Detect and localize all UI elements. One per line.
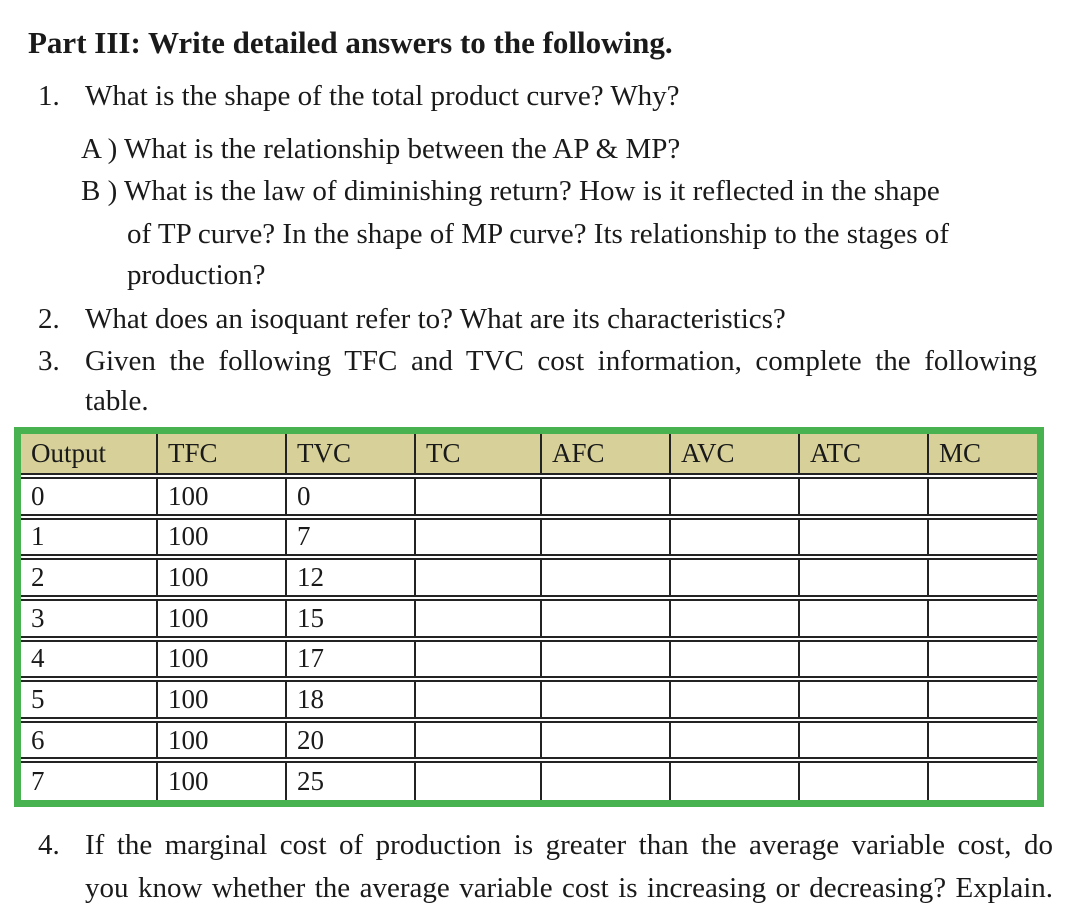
table-cell [542,721,671,760]
table-cell [929,761,1037,800]
table-cell: 25 [287,761,416,800]
table-cell [542,761,671,800]
table-cell [800,721,929,760]
q1-number: 1. [38,80,60,112]
table-cell [542,640,671,679]
table-row [21,761,1037,800]
table-cell [416,640,542,679]
table-cell: 7 [21,761,158,800]
table-header-cell: TFC [158,434,287,475]
table-cell [929,599,1037,638]
q4-line-2: you know whether the average variable cost is increasing or decreasing? Explain. [85,872,1053,904]
table-cell [542,599,671,638]
table-cell: 100 [158,640,287,679]
table-cell [416,599,542,638]
table-cell [416,761,542,800]
section-heading: Part III: Write detailed answers to the following. [28,25,673,60]
table-header-cell: MC [929,434,1037,475]
table-row [21,599,1037,638]
q1a-text: A ) What is the relationship between the AP & MP? [81,133,681,165]
table-cell [929,680,1037,719]
table-cell [929,640,1037,679]
table-cell: 18 [287,680,416,719]
table-cell: 0 [287,477,416,516]
table-cell [416,558,542,597]
table-cell: 3 [21,599,158,638]
table-cell: 15 [287,599,416,638]
table-cell: 100 [158,680,287,719]
table-cell [671,599,800,638]
table-cell: 100 [158,558,287,597]
table-header-cell: TC [416,434,542,475]
table-cell [542,680,671,719]
table-cell [929,518,1037,557]
table-row [21,518,1037,557]
table-cell [800,640,929,679]
table-cell [800,558,929,597]
table-cell: 0 [21,477,158,516]
table-header-cell: Output [21,434,158,475]
q3-number: 3. [38,345,60,377]
q3-line-1: Given the following TFC and TVC cost information, complete the following [85,345,1037,377]
table-cell [416,518,542,557]
table-cell [542,477,671,516]
table-cell [929,721,1037,760]
table-cell: 12 [287,558,416,597]
table-cell [800,599,929,638]
table-cell: 100 [158,761,287,800]
table-row [21,721,1037,760]
table-cell [800,761,929,800]
table-cell: 1 [21,518,158,557]
table-row [21,477,1037,516]
table-cell [671,761,800,800]
table-cell [800,680,929,719]
table-row [21,640,1037,679]
table-cell: 100 [158,477,287,516]
table-cell [542,518,671,557]
table-header-row [21,434,1037,475]
table-cell: 4 [21,640,158,679]
table-cell [929,558,1037,597]
table-cell [542,558,671,597]
table-header-cell: ATC [800,434,929,475]
table-cell [671,721,800,760]
table-row [21,558,1037,597]
table-cell [671,558,800,597]
table-cell [671,518,800,557]
table-cell: 5 [21,680,158,719]
table-cell [671,680,800,719]
q2-number: 2. [38,303,60,335]
table-header-cell: AVC [671,434,800,475]
table-cell [800,518,929,557]
table-cell: 6 [21,721,158,760]
table-cell: 20 [287,721,416,760]
table-cell: 17 [287,640,416,679]
table-cell [671,477,800,516]
table-header-cell: AFC [542,434,671,475]
table-cell: 100 [158,721,287,760]
q1b-line-3: production? [127,259,266,291]
q2-text: What does an isoquant refer to? What are its characteristics? [85,303,786,335]
cost-table [14,427,1044,807]
table-cell [416,680,542,719]
table-cell [671,640,800,679]
table-header-cell: TVC [287,434,416,475]
q4-number: 4. [38,829,60,861]
q1-text: What is the shape of the total product curve? Why? [85,80,680,112]
table-cell [929,477,1037,516]
table-cell: 7 [287,518,416,557]
q4-line-1: If the marginal cost of production is greater than the average variable cost, do [85,829,1053,861]
table-cell [800,477,929,516]
table-cell: 2 [21,558,158,597]
table-cell [416,721,542,760]
table-cell: 100 [158,599,287,638]
q1b-line-2: of TP curve? In the shape of MP curve? Its relationship to the stages of [127,218,949,250]
table-cell: 100 [158,518,287,557]
table-cell [416,477,542,516]
q3-line-2: table. [85,385,149,417]
table-row [21,680,1037,719]
q1b-line-1: B ) What is the law of diminishing return? How is it reflected in the shape [81,175,940,207]
